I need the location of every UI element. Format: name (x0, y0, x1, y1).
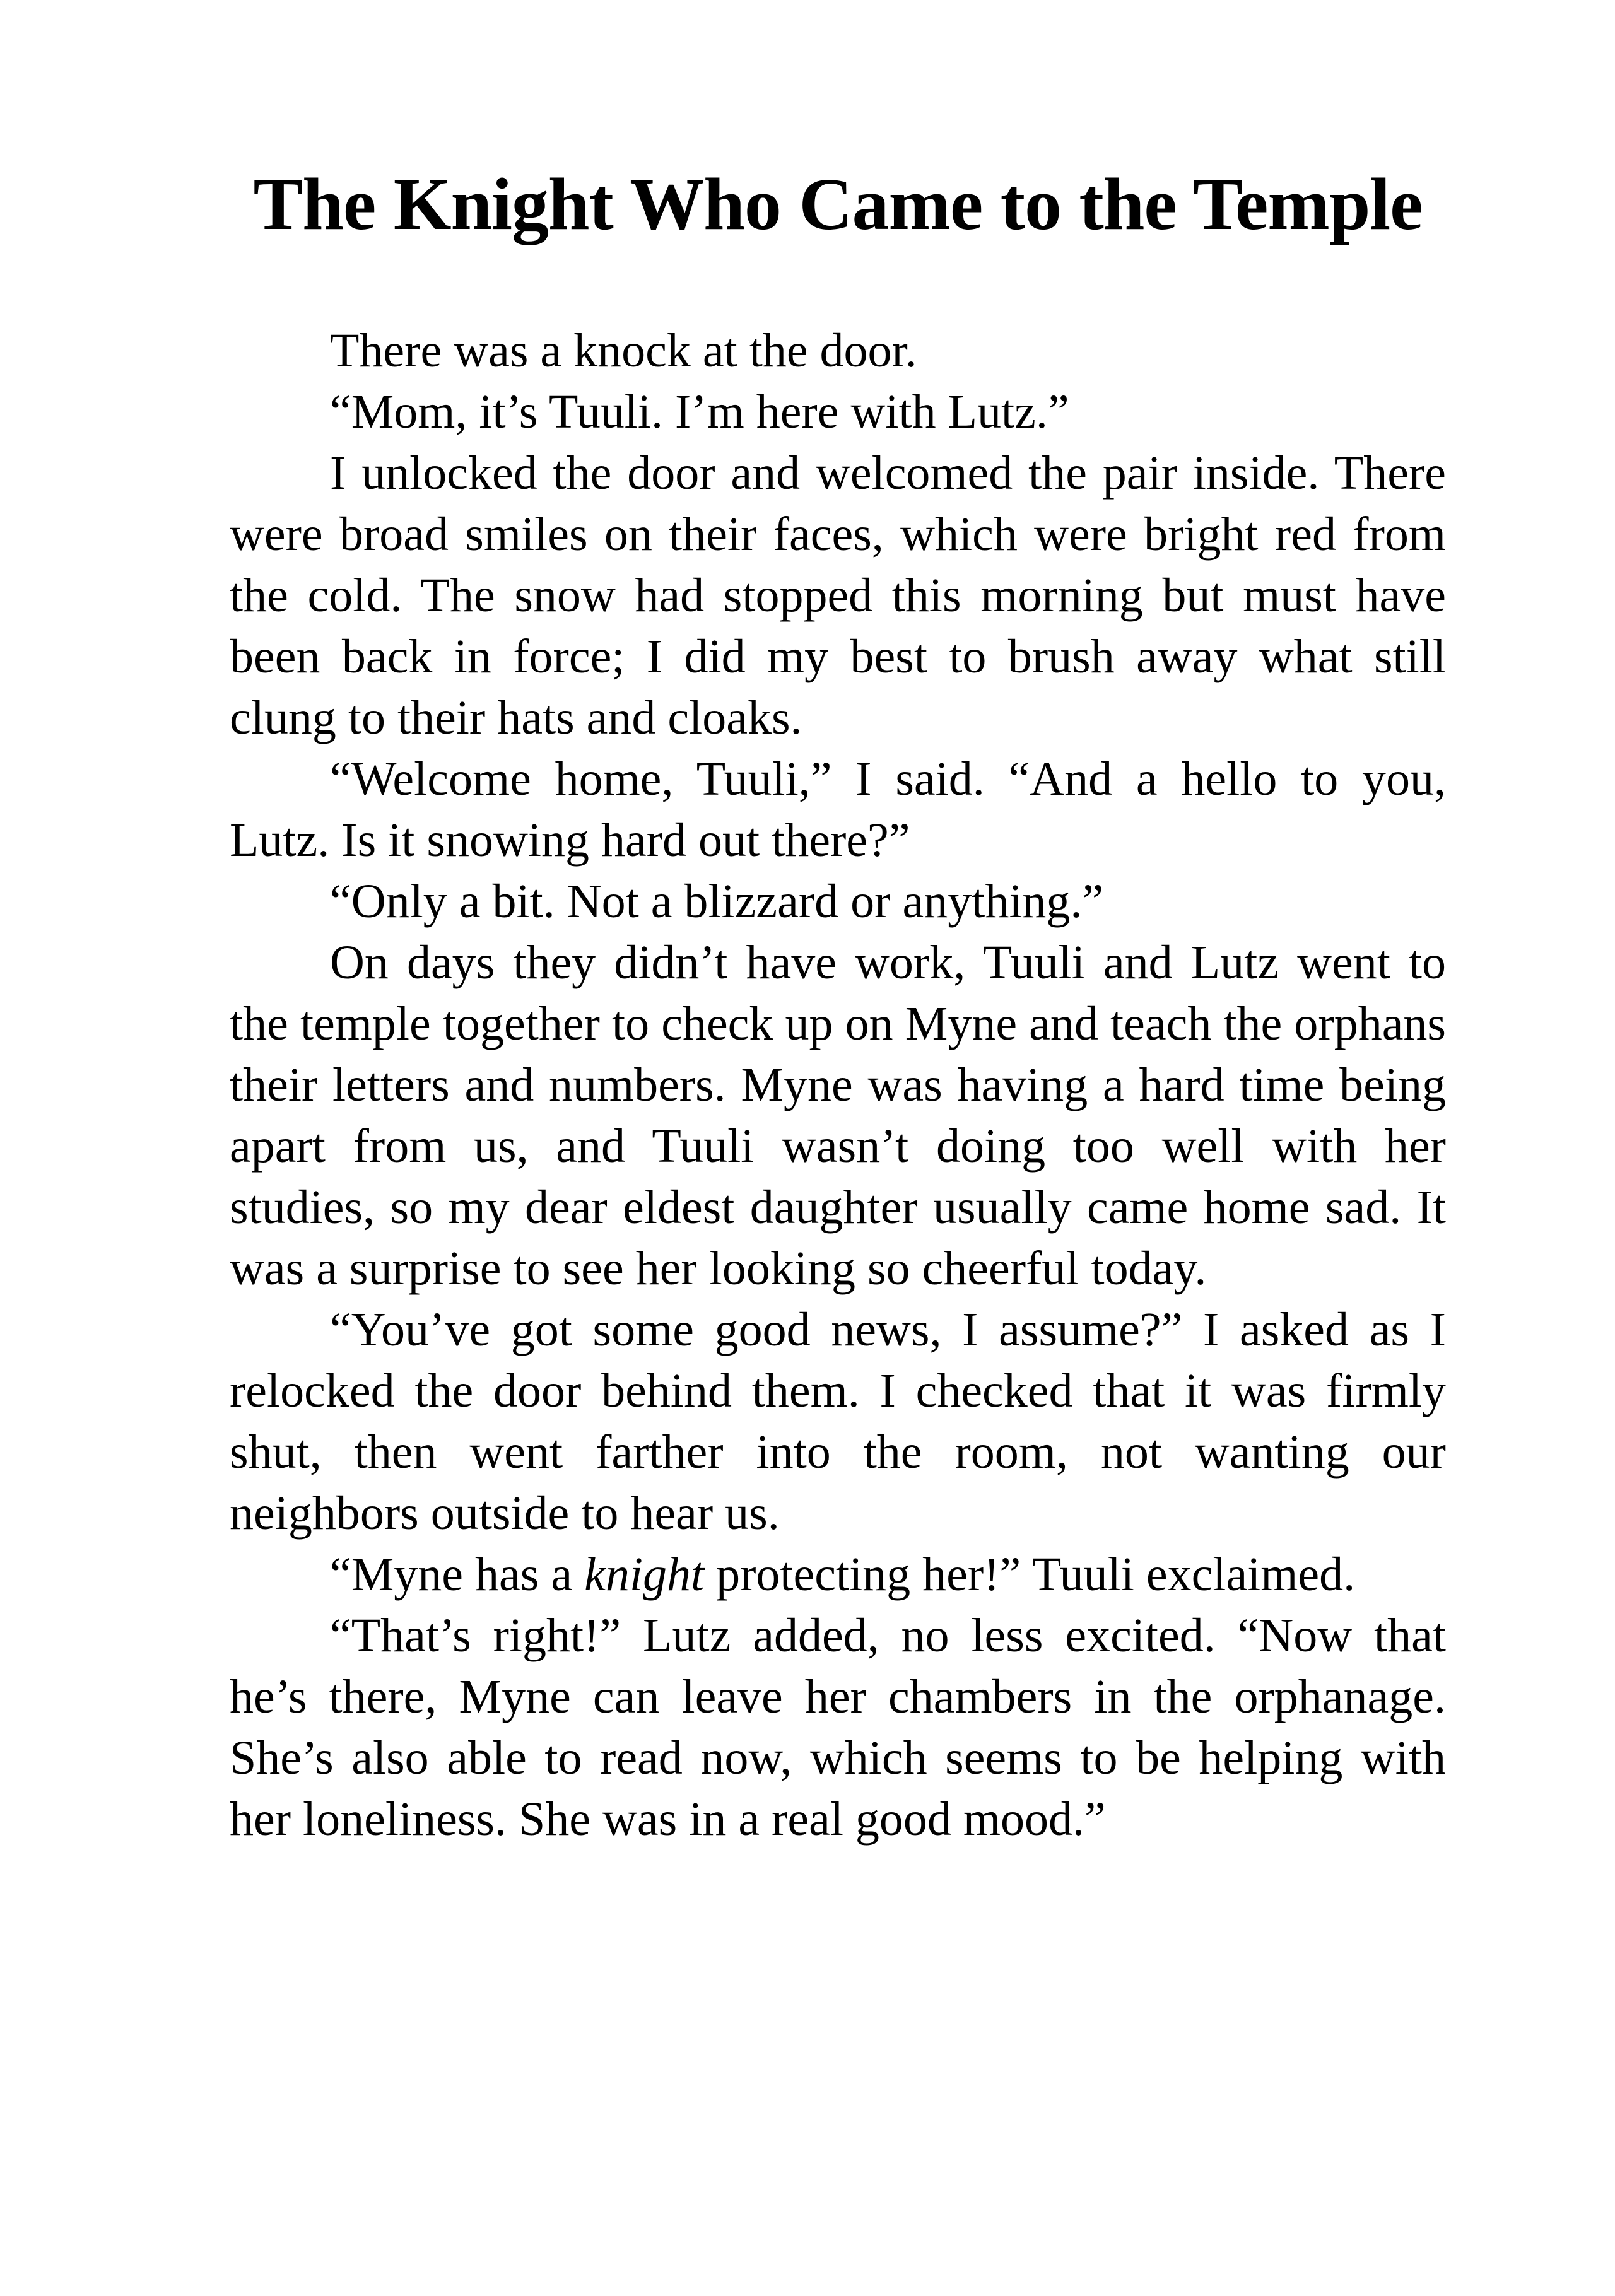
paragraph-2: “Mom, it’s Tuuli. I’m here with Lutz.” (330, 385, 1069, 438)
paragraph-3: I unlocked the door and welcomed the pair inside. There were broad smiles on their faces, which were bright red from the cold. The snow had stopped this morning but must have been back in force; I did my best to brush away what still clung to their hats and cloaks. (230, 447, 1446, 744)
paragraph-5: “Only a bit. Not a blizzard or anything.” (330, 875, 1104, 928)
paragraph-8 (230, 1544, 1446, 1605)
paragraph-8-pre: “Myne has a (330, 1548, 585, 1601)
body-text (230, 320, 1446, 1850)
paragraph-9: “That’s right!” Lutz added, no less excited. “Now that he’s there, Myne can leave her chambers in the orphanage. She’s also able to read now, which seems to be helping with her loneliness. She was in a real good mood.” (230, 1609, 1446, 1846)
paragraph-4: “Welcome home, Tuuli,” I said. “And a hello to you, Lutz. Is it snowing hard out there?” (230, 753, 1446, 867)
paragraph-8-italic-word: knight (584, 1548, 705, 1601)
paragraph-8-post: protecting her!” Tuuli exclaimed. (704, 1548, 1356, 1601)
paragraph-1: There was a knock at the door. (330, 324, 917, 377)
chapter-title: The Knight Who Came to the Temple (253, 163, 1423, 245)
paragraph-6: On days they didn’t have work, Tuuli and Lutz went to the temple together to check up on Myne and teach the orphans their letters and numbers. Myne was having a hard time being apart from us, and Tuuli wasn’t doing too well with her studies, so my dear eldest daughter usually came home sad. It was a surprise to see her looking so cheerful today. (230, 936, 1446, 1295)
paragraph-7: “You’ve got some good news, I assume?” I asked as I relocked the door behind them. I checked that it was firmly shut, then went farther into the room, not wanting our neighbors outside to hear us. (230, 1303, 1446, 1540)
